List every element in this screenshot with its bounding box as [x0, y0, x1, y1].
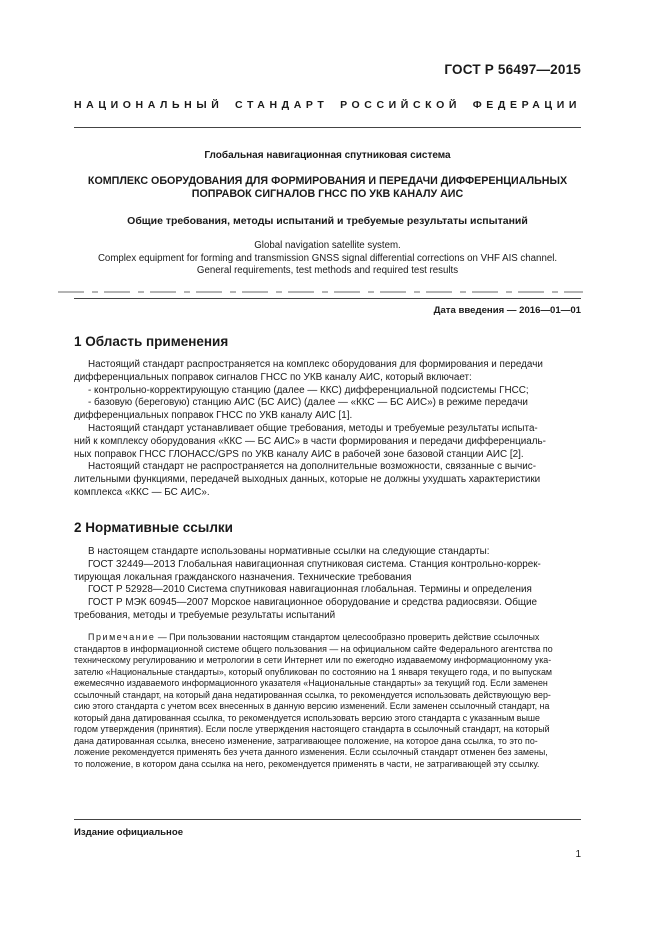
official-edition-label: Издание официальное [74, 827, 184, 838]
note-line: ссылочный стандарт, на который дана недатированная ссылка, то рекомендуется использовать действующую вер- [74, 689, 551, 700]
paragraph-line: Настоящий стандарт устанавливает общие требования, методы и требуемые результаты испыта- [88, 422, 538, 434]
note-label: Примечание [88, 632, 156, 642]
section-1-body [74, 359, 581, 500]
footer-divider [74, 819, 581, 820]
note-block [74, 632, 581, 771]
standard-code: ГОСТ Р 56497—2015 [444, 62, 581, 77]
note-line: дана датированная ссылка, внесено изменение, затрагивающее положение, на которое дана ссылка, то это по- [74, 735, 538, 746]
note-line: то положение, в котором дана ссылка на него, рекомендуется применять в части, не затрагивающей эту ссылку. [74, 759, 540, 770]
note-line: который дана датированная ссылка, то рекомендуется использовать версию этого стандарта с указанным выше [74, 712, 540, 723]
section-2-body [74, 546, 581, 623]
note-line: сию этого стандарта с учетом всех внесенных в данную версию изменений. Если заменен ссылочный стандарт, на [74, 701, 550, 712]
english-title-line: Global navigation satellite system. [254, 240, 401, 251]
note-text: — При пользовании настоящим стандартом целесообразно проверить действие ссылочных [155, 632, 540, 642]
reference-line: ГОСТ Р 52928—2010 Система спутниковая навигационная глобальная. Термины и определения [88, 584, 532, 596]
document-title [74, 175, 581, 201]
list-item: - базовую (береговую) станцию АИС (БС АИС) (далее — «ККС — БС АИС») в режиме передачи [88, 397, 528, 409]
reference-line: ГОСТ 32449—2013 Глобальная навигационная спутниковая система. Станция контрольно-коррек- [88, 558, 541, 570]
english-title-line: Complex equipment for forming and transmission GNSS signal differential corrections on VHF AIS channel. [97, 252, 558, 264]
reference-line: ГОСТ Р МЭК 60945—2007 Морское навигационное оборудование и средства радиосвязи. Общие [88, 597, 537, 609]
note-line: ежемесячно издаваемого информационного указателя «Национальные стандарты» за текущий год. Если заменен [74, 678, 548, 689]
document-subtitle: Общие требования, методы испытаний и требуемые результаты испытаний [127, 215, 528, 227]
note-line: годом утверждения (принятия). Если после утверждения настоящего стандарта в ссылочный стандарт, на который [74, 724, 550, 735]
paragraph-line: Настоящий стандарт распространяется на комплекс оборудования для формирования и передачи [88, 359, 543, 370]
list-item: - контрольно-корректирующую станцию (далее — ККС) дифференциальной подсистемы ГНСС; [88, 384, 529, 396]
paragraph-line: лительными функциями, передачей выходных данных, которые не должны ухудшать характеристики [74, 474, 541, 486]
system-name: Глобальная навигационная спутниковая система [204, 150, 451, 161]
national-standard-banner: НАЦИОНАЛЬНЫЙ СТАНДАРТ РОССИЙСКОЙ ФЕДЕРАЦИИ [74, 99, 581, 111]
scan-artifact-dashes [58, 291, 583, 293]
paragraph-line: дифференциальных поправок сигналов ГНСС по УКВ каналу АИС, который включает: [74, 371, 472, 383]
title-line: ПОПРАВОК СИГНАЛОВ ГНСС ПО УКВ КАНАЛУ АИС [191, 188, 464, 200]
paragraph-line: ний к комплексу оборудования «ККС — БС АИС» в части формирования и передачи дифференциаль- [74, 435, 546, 447]
paragraph-line: дифференциальных поправок ГНСС по УКВ каналу АИС [1]. [74, 410, 353, 422]
note-line [74, 632, 581, 644]
date-divider [74, 298, 581, 299]
paragraph-line: Настоящий стандарт не распространяется на дополнительные возможности, связанные с вычис- [88, 461, 536, 473]
page-number: 1 [575, 849, 581, 860]
reference-line: тирующая локальная гражданского назначения. Технические требования [74, 571, 412, 583]
note-line: техническому регулированию и метрологии в сети Интернет или по ежегодно издаваемому информационному ука- [74, 655, 552, 666]
note-line: стандартов в информационной системе общего пользования — на официальном сайте Федерального агентства по [74, 643, 553, 654]
note-line: ложение рекомендуется применять без учета данного изменения. Если ссылочный стандарт отменен без замены, [74, 747, 548, 758]
title-line: КОМПЛЕКС ОБОРУДОВАНИЯ ДЛЯ ФОРМИРОВАНИЯ И ПЕРЕДАЧИ ДИФФЕРЕНЦИАЛЬНЫХ [87, 175, 568, 187]
section-2-heading: 2 Нормативные ссылки [74, 520, 233, 535]
english-title-line: General requirements, test methods and required test results [196, 265, 459, 277]
header-divider [74, 127, 581, 128]
paragraph-line: ных поправок ГНСС ГЛОНАСС/GPS по УКВ каналу АИС в рабочей зоне базовой станции АИС [2]. [74, 448, 524, 460]
note-line: зателю «Национальные стандарты», который опубликован по состоянию на 1 января текущего года, и по выпускам [74, 666, 553, 677]
reference-line: требования, методы и требуемые результаты испытаний [74, 609, 336, 621]
introduction-date: Дата введения — 2016—01—01 [433, 305, 581, 316]
english-title [74, 240, 581, 278]
paragraph-line: В настоящем стандарте использованы нормативные ссылки на следующие стандарты: [88, 546, 490, 557]
section-1-heading: 1 Область применения [74, 334, 229, 349]
paragraph-line: комплекса «ККС — БС АИС». [74, 486, 210, 498]
